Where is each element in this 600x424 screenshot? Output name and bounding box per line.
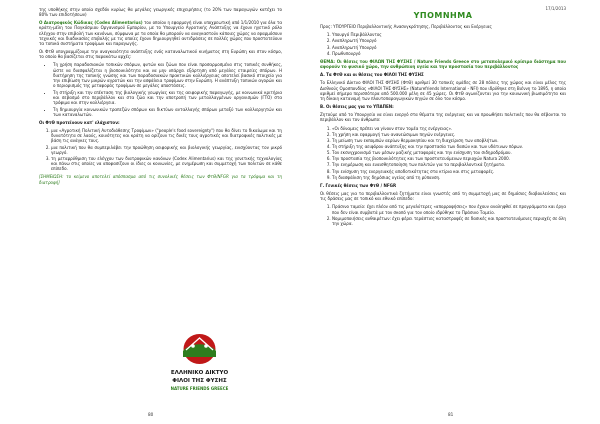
document-date: 17/1/2013 <box>545 6 566 11</box>
list-item: 1. μια «Αγροτική Πολιτική Αυτοδιάθεσης Τροφίμων» ("people's food sovereignty") που θα δίνει το δικαίωμα και τη δυνατότητα σε λαούς, κοινότητες και κράτη να ορίζουν τις δικές τους αγροτικές και διατροφικές πολιτικές με βάση τις ανάγκες τους. <box>51 128 282 143</box>
intro-paragraph: της υποθήκης στην οποία σχεδόν κυρίως θα μεγάλες γεωργικές επιχειρήσεις (το 20% των παραγωγών κατέχει το 80% των επιδοτήσεων) <box>39 7 282 18</box>
list-item: 2. Αναπληρωτή Υπουργό <box>332 38 566 43</box>
positions-list <box>320 126 566 180</box>
list-item: 4. Τη στήριξη της αειφόρου ανάπτυξης και την προστασία των δασών και των υδάτινων πόρων. <box>332 144 566 149</box>
logo-line-3: NATURE FRIENDS GREECE <box>170 386 229 391</box>
closing-note: [ΣΗΜΕΙΩΣΗ: το κείμενο αποτελεί απόσπασμα από τις συνολικές θέσεις των ΦτΘ/NFGR για τα τρόφιμα και τη διατροφή] <box>39 174 282 185</box>
list-item: 2. Νομιμοποιήσεις αυθαιρέτων: έχει φέρει τεράστιες καταστροφές σε δασικές και προστατευόμενες περιοχές σε όλη την χώρα. <box>332 216 566 226</box>
list-item: • Τη στήριξη και την επέκταση της βιολογικής γεωργίας και της αειφορικής παραγωγής, με κοινωνικά κριτήρια και σεβασμό στο περιβάλλον και στα ζώα και την αποτροπή των μεταλλαγμένων οργανισμών (ΓΤΟ) στα τρόφιμα και στην καλλιέργεια. <box>53 90 282 105</box>
logo-emblem-icon <box>183 334 216 364</box>
list-item: 2. Τη χρήση και εφαρμογή των ανανεώσιμων πηγών ενέργειας. <box>332 132 566 137</box>
naturefriends-logo <box>162 324 237 399</box>
list-item: 8. Την ενίσχυση της ενεργειακής αποδοτικότητας στα κτίρια και στις μεταφορές. <box>332 169 566 174</box>
list-item: 3. Αναπληρωτή Υπουργό <box>332 45 566 50</box>
list-item: 5. Τον εκσυγχρονισμό των μέσων μαζικής μεταφοράς και την ενίσχυση του σιδηροδρόμου. <box>332 150 566 155</box>
proposals-list <box>39 128 282 171</box>
logo-line-2: ΦΙΛΟΙ ΤΗΣ ΦΥΣΗΣ <box>172 378 227 384</box>
list-item: 1. «Οι δύναμεις πρέπει να γίνουν στον τομέα της ενέργειας». <box>332 126 566 131</box>
list-item: 1. Υπουργό Περιβάλλοντος <box>332 32 566 37</box>
section-g-list <box>320 204 566 226</box>
section-a-text: Το Ελληνικό Δίκτυο ΦΙΛΟΙ ΤΗΣ ΦΥΣΗΣ (ΦτΘ) αριθμεί 30 τοπικές ομάδες σε 28 πόλεις της χώρας και είναι μέλος της Διεθνούς Ομοσπονδίας «ΦΙΛΟΙ ΤΗΣ ΦΥΣΗΣ» (Naturefriends International - NFI) που ιδρύθηκε στη Βιέννη το 1895, η οποία αριθμεί σήμερα περισσότερα από 500.000 μέλη σε 45 χώρες. Οι ΦτΘ αγωνίζονται για την κοινωνική βιωσιμότητα και τη δίκαιη κατανομή των πλουτοπαραγωγικών πηγών σε όλο τον κόσμο. <box>320 80 566 101</box>
list-item: • Τη δημιουργία κοινωνικών τραπεζών σπόρων και δικτύων ανταλλαγής σπόρων μεταξύ των καλλιεργητών και των καταναλωτών. <box>53 107 282 117</box>
right-page <box>300 0 600 424</box>
list-item: 2. μια πολιτική που θα συμπεριλάβει την προώθηση αειφορικής και βιολογικής γεωργίας, ενισχύοντας τον μικρό γεωργό. <box>51 145 282 155</box>
list-item: 1. Πράσινο ταμείο: έχει πλέον από τις μεγαλύτερες «απορροφήσεις» που έχουν αναληφθεί σε προγράμματα και έργα που δεν είναι συμβατά με τον σκοπό για τον οποίο ιδρύθηκε το Πράσινο Ταμείο. <box>332 204 566 214</box>
page-number-left: 80 <box>148 412 154 417</box>
list-item: 3. Τη μείωση των εκπομπών αερίων θερμοκηπίου και τη διαχείριση των αποβλήτων. <box>332 138 566 143</box>
subject-paragraph: ΘΕΜΑ: Οι θέσεις του ΦΙΛΩΝ ΤΗΣ ΦΥΣΗΣ / Nature Friends Greece στο μεταπολεμικό κρίσιμο διάστημα που αφορούν το φυσικό χώρο, την ανθρώπινη υγεία και την προστασία του περιβάλλοντος <box>320 58 566 70</box>
list-item: 4. Πρωθυπουργό <box>332 51 566 56</box>
section-b-title: B. Οι θέσεις μας για το ΥΠΑΠΕΝ: <box>320 104 394 110</box>
codex-paragraph <box>39 20 282 46</box>
logo-line-1: ΕΛΛΗΝΙΚΟ ΔΙΚΤΥΟ <box>170 370 229 376</box>
oxi-intro: Οι ΦτΘ υπογραμμίζουμε την αναγκαιότητα ανάπτυξης ενός καταναλωτικού κινήματος στη Ευρώπη και στον κόσμο, το οποίο θα βασίζεται στις παρακάτω αρχές: <box>39 49 282 60</box>
to-label: Προς: ΥΠΟΥΡΓΕΙΟ Περιβαλλοντικής Ανασυγκρότησης, Περιβάλλοντος και Ενέργειας <box>320 24 492 30</box>
section-a-title: A. Τα ΦτΘ και οι θέσεις του ΦΙΛΟΙ ΤΗΣ ΦΥΣΗΣ <box>320 72 424 78</box>
section-g-intro: Οι θέσεις μας για τα περιβαλλοντικά ζητήματα είναι γνωστές από τη συμμετοχή μας σε δημόσιες διαβουλεύσεις και τις δράσεις μας σε τοπικό και εθνικό επίπεδο: <box>320 191 566 202</box>
codex-title: Ο Διατροφικός Κώδικας (Codex Alimentarius) <box>39 20 143 26</box>
page-number-right: 81 <box>448 412 454 417</box>
proposals-title: Οι ΦτΘ προτείνουν κατ' ελάχιστον: <box>39 119 120 125</box>
list-item: 3. τη μεταρρύθμιση του ελέγχου των διατροφικών κανόνων (Codex Alimentarius) και της γενετικής τεχνολογίας και πάνω στις οποίες να αποφασίζουν οι ίδιες οι κοινωνίες, με ενημέρωση και συμμετοχή των πολιτών σε κάθε επίπεδο. <box>51 156 282 171</box>
list-item: 9. Τη διασφάλιση της δημόσιας υγείας από τη ρύπανση. <box>332 175 566 180</box>
section-g-title: Γ. Γενικές θέσεις των ΦτΘ / NFGR <box>320 182 397 188</box>
list-item: 6. Την προστασία της βιοποικιλότητας και των προστατευόμενων περιοχών Natura 2000. <box>332 156 566 161</box>
section-b-text: Ζητούμε από το Υπουργείο να είναι ενεργό στα θέματα της ενέργειας και να προωθήσει πολιτικές που θα σέβονται το περιβάλλον και τον άνθρωπο: <box>320 112 566 123</box>
codex-text: του οποίου η εφαρμογή είναι υποχρεωτική από 1/1/2010 για όλα τα κράτη-μέλη του Παγκόσμιου Οργανισμού Εμπορίου, με το Υπουργείο Αγροτικής Ανάπτυξης να έχουν ηγετικό ρόλο ελέγχου στην επιβολή των κανόνων, σύμφωνα με τα οποία θα μπορούν να αναγκαστούν κάποιες χώρες να εφαρμόσουν τεχνικές και διαδικασίες επιβολής με τις οποίες έχουν δημιουργηθεί αντιδράσεις σε πολλές χώρες που προστατεύουν τα τοπικά συστήματα τροφίμων και παραγωγής. <box>39 20 282 46</box>
principles-list <box>39 62 282 117</box>
recipients-list <box>320 32 566 56</box>
list-item: 7. Την ενημέρωση και ευαισθητοποίηση των πολιτών για τα περιβαλλοντικά ζητήματα. <box>332 162 566 167</box>
list-item: • Τη χρήση παραδοσιακών τοπικών σπόρων, φυτών και ζώων που είναι προσαρμοσμένα στις τοπικές συνθήκες, ώστε να διασφαλίζεται η βιοποικιλότητα και να μην υπάρχει εξάρτηση από μεγάλες εταιρείες σπόρων. Η διατήρηση της τοπικής γνώσης και των παραδοσιακών πρακτικών καλλιέργειας αποτελεί βασικό στοιχείο για την επιβίωση των μικρών αγροτών και την ασφάλεια τροφίμων στην Ευρώπη. Η ανάπτυξη τοπικών αγορών και ο περιορισμός της μεταφοράς τροφίμων σε μεγάλες αποστάσεις. <box>53 62 282 88</box>
page-title: ΥΠΟΜΝΗΜΑ <box>413 11 473 20</box>
